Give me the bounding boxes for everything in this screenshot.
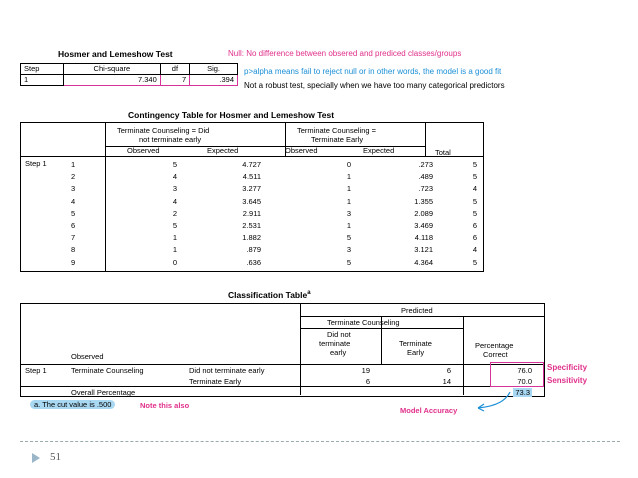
ct-total-header: Total [435,148,451,157]
ct-cell: .636 [246,257,261,267]
ct-cell: 1.355 [414,196,433,206]
ct-grp1-l1: Terminate Counseling = Did [117,126,210,135]
ct-observed-1: Observed [127,146,160,155]
robust-note: Not a robust test, specially when we have too many categorical predictors [244,81,505,90]
ct-cell: 3.121 [414,245,433,255]
ct-cell: 4 [472,245,477,255]
hl-step: 1 [21,75,64,86]
ct-cell: 6 [472,233,477,243]
cl-r2-c1: 6 [365,377,370,386]
ct-cell: .273 [418,160,433,169]
ct-cell: 2.089 [414,208,433,218]
ct-cell: 5 [172,221,177,230]
ct-cell: 3.469 [414,221,433,230]
cl-overall: Overall Percentage [71,388,136,397]
ct-cell: 4.364 [414,257,433,267]
ct-cell: 2.531 [242,221,261,230]
ct-row [21,159,483,170]
cl-r2-pct: 70.0 [517,377,532,386]
ct-expected-2: Expected [363,146,395,155]
ct-row [21,244,483,255]
cl-r2-label: Terminate Early [189,377,242,386]
cl-pc-l2: Correct [483,350,508,359]
cl-overall-val: 73.3 [515,388,530,397]
cl-r1-pct: 76.0 [517,366,532,375]
cl-didnot-l3: early [330,348,347,357]
cut-value-note: Note this also [140,401,190,410]
cl-r1-c2: 6 [446,366,451,375]
ct-row [21,232,483,243]
ct-cell: 0 [346,160,351,169]
ct-cell: 9 [71,257,76,267]
ct-cell: 5 [346,233,351,243]
ct-observed-2: Observed [285,146,318,155]
ct-cell: 1 [346,172,351,182]
slide-number: 51 [50,451,61,463]
ct-cell: 3 [172,184,177,194]
ct-cell: 5 [71,208,76,218]
ct-row [21,257,483,268]
hl-header-step: Step [21,64,64,75]
ct-cell: 0 [172,257,177,267]
ct-cell: 4 [472,184,477,194]
hl-header-df: df [160,64,189,75]
cl-te-l1: Terminate [399,339,432,348]
cl-r2-c2: 14 [442,377,451,386]
ct-cell: 4 [172,172,177,182]
cl-te-l2: Early [407,348,425,357]
accuracy-arrow-icon [470,390,520,414]
sensitivity-note: Sensitivity [547,376,588,385]
ct-cell: 4 [172,196,177,206]
hl-header-chisq: Chi-square [64,64,161,75]
hl-chisq: 7.340 [64,75,161,86]
ct-cell: 1 [172,245,177,255]
ct-cell: 7 [71,233,76,243]
ct-row [21,171,483,182]
specificity-note: Specificity [547,363,588,372]
specificity-sensitivity-highlight [490,362,544,387]
ct-grp2-l1: Terminate Counseling = [297,126,377,135]
cl-didnot-l1: Did not [327,330,351,339]
ct-cell: 8 [71,245,76,255]
hl-title: Hosmer and Lemeshow Test [58,49,173,59]
ct-grp2-l2: Terminate Early [311,135,364,144]
ct-cell: 5 [472,257,477,267]
ct-row [21,220,483,231]
ct-cell: 5 [346,257,351,267]
ct-cell: 6 [472,221,477,230]
classification-table [20,303,545,397]
cl-observed: Observed [71,352,104,361]
ct-cell: 1 [346,196,351,206]
ct-title: Contingency Table for Hosmer and Lemeshow Test [128,110,335,120]
ct-cell: 2 [172,208,177,218]
null-note: Null: No difference between obsered and prediced classes/groups [228,49,462,58]
ct-cell: 4.727 [242,160,261,169]
ct-cell: 1 [71,160,76,169]
ct-cell: 5 [472,172,477,182]
ct-cell: .723 [418,184,433,194]
ct-cell: 5 [472,208,477,218]
ct-cell: 3.645 [242,196,261,206]
ct-cell: 4.118 [414,233,433,243]
cl-didnot-l2: terminate [319,339,351,348]
ct-expected-1: Expected [207,146,239,155]
ct-cell: 3 [346,245,351,255]
footer-divider [20,441,620,442]
ct-step: Step 1 [25,159,47,168]
cl-r1-c1: 19 [361,366,370,375]
ct-cell: 5 [172,160,177,169]
cl-pc-l1: Percentage [475,341,514,350]
cl-r1-label: Did not terminate early [189,366,265,375]
alpha-note: p>alpha means fail to reject null or in other words, the model is a good fit [244,67,502,76]
ct-cell: 1 [346,184,351,194]
ct-cell: 2.911 [242,208,261,218]
hl-sig: .394 [190,75,238,86]
triangle-bullet-icon [32,453,40,463]
cl-tc-row: Terminate Counseling [71,366,144,375]
ct-cell: 1 [346,221,351,230]
ct-cell: 1 [172,233,177,243]
ct-grp1-l2: not terminate early [139,135,202,144]
hl-table [20,63,238,86]
ct-row [21,208,483,219]
ct-cell: .879 [246,245,261,255]
ct-cell: 2 [71,172,76,182]
cl-predicted: Predicted [401,306,433,315]
ct-cell: 5 [472,196,477,206]
ct-cell: 6 [71,221,76,230]
ct-cell: 5 [472,160,477,169]
cl-tc-header: Terminate Counseling [327,318,400,327]
ct-cell: 1.882 [242,233,261,243]
ct-cell: 4.511 [242,172,261,182]
cut-value-footnote: a. The cut value is .500 [30,400,115,409]
hl-header-sig: Sig. [190,64,238,75]
ct-cell: 3 [346,208,351,218]
ct-row [21,196,483,207]
cl-title: Classification Table$^a$ [228,290,311,300]
ct-cell: 3 [71,184,76,194]
ct-cell: 4 [71,196,76,206]
ct-cell: 3.277 [242,184,261,194]
ct-cell: .489 [418,172,433,182]
hl-df: 7 [160,75,189,86]
contingency-table [20,122,484,272]
ct-row [21,183,483,194]
cl-step: Step 1 [25,366,47,375]
accuracy-note: Model Accuracy [400,406,458,415]
